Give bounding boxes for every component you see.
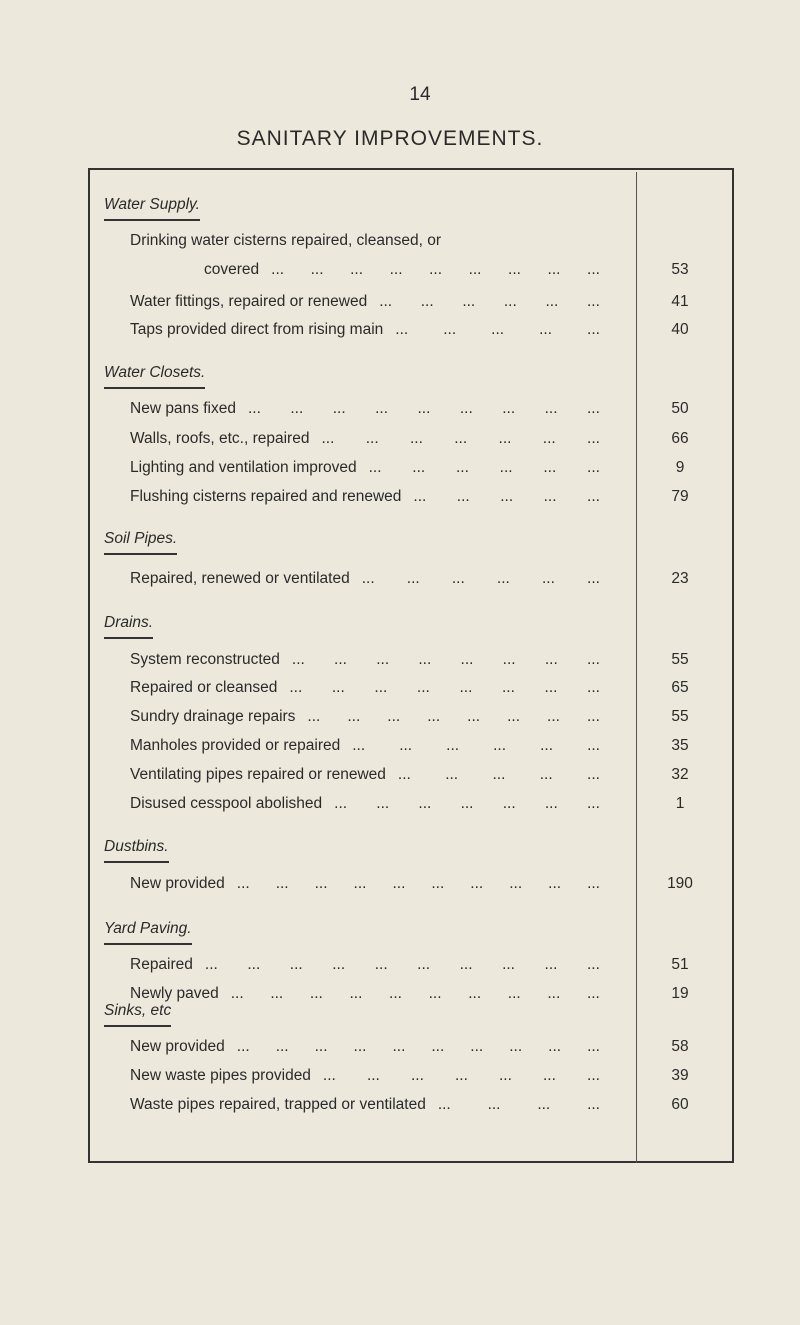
item-label: Manholes provided or repaired bbox=[130, 737, 341, 754]
item-value: 65 bbox=[671, 679, 689, 696]
page-title: SANITARY IMPROVEMENTS. bbox=[236, 127, 544, 150]
item-label: covered bbox=[204, 261, 260, 278]
item-label: Walls, roofs, etc., repaired bbox=[130, 430, 310, 447]
table-row bbox=[0, 676, 800, 700]
section-heading: Dustbins. bbox=[104, 835, 169, 863]
table-row bbox=[0, 734, 800, 758]
item-value: 41 bbox=[671, 293, 689, 310]
item-value: 39 bbox=[671, 1067, 689, 1084]
table-row bbox=[0, 953, 800, 977]
item-value: 58 bbox=[671, 1038, 689, 1055]
section-heading: Drains. bbox=[104, 611, 153, 639]
dot-leader: ... ... ... ... ... ... bbox=[379, 293, 600, 310]
table-row bbox=[0, 648, 800, 672]
item-label: Taps provided direct from rising main bbox=[130, 321, 384, 338]
table-row bbox=[0, 427, 800, 451]
table-row bbox=[0, 318, 800, 342]
dot-leader: ... ... ... ... ... ... ... ... ... ... bbox=[236, 875, 600, 892]
dot-leader: ... ... ... ... ... ... ... ... ... ... bbox=[236, 1038, 600, 1055]
item-label: Repaired bbox=[130, 956, 193, 973]
table-row bbox=[0, 397, 800, 421]
page-number: 14 bbox=[409, 84, 431, 105]
item-value: 32 bbox=[671, 766, 689, 783]
table-row bbox=[0, 872, 800, 896]
table-row bbox=[0, 1064, 800, 1088]
dot-leader: ... ... ... ... bbox=[437, 1096, 600, 1113]
dot-leader: ... ... ... ... ... ... ... ... bbox=[307, 708, 600, 725]
dot-leader: ... ... ... ... ... ... ... bbox=[334, 795, 600, 812]
item-value: 40 bbox=[671, 321, 689, 338]
item-value: 55 bbox=[671, 651, 689, 668]
item-label: Flushing cisterns repaired and renewed bbox=[130, 488, 402, 505]
dot-leader: ... ... ... ... ... bbox=[395, 321, 600, 338]
table-row bbox=[0, 1093, 800, 1117]
table-row bbox=[0, 456, 800, 480]
item-label: Waste pipes repaired, trapped or ventilated bbox=[130, 1096, 426, 1113]
dot-leader: ... ... ... ... ... ... ... ... ... ... bbox=[204, 956, 600, 973]
dot-leader: ... ... ... ... ... ... ... ... bbox=[289, 679, 600, 696]
item-value: 66 bbox=[671, 430, 689, 447]
dot-leader: ... ... ... ... ... ... ... ... ... bbox=[247, 400, 600, 417]
item-label: Lighting and ventilation improved bbox=[130, 459, 357, 476]
table-row bbox=[0, 258, 800, 282]
dot-leader: ... ... ... ... ... ... ... ... bbox=[291, 651, 600, 668]
section-heading: Yard Paving. bbox=[104, 917, 192, 945]
dot-leader: ... ... ... ... ... ... ... ... ... ... bbox=[230, 985, 600, 1002]
item-label: Repaired, renewed or ventilated bbox=[130, 570, 350, 587]
dot-leader: ... ... ... ... ... bbox=[397, 766, 600, 783]
table-row bbox=[0, 567, 800, 591]
item-label: Newly paved bbox=[130, 985, 219, 1002]
section-heading: Water Supply. bbox=[104, 193, 200, 221]
item-value: 19 bbox=[671, 985, 689, 1002]
table-row bbox=[0, 485, 800, 509]
table-row bbox=[0, 763, 800, 787]
section-heading: Soil Pipes. bbox=[104, 527, 177, 555]
item-value: 190 bbox=[667, 875, 693, 892]
item-label: Sundry drainage repairs bbox=[130, 708, 296, 725]
item-value: 50 bbox=[671, 400, 689, 417]
item-label: Ventilating pipes repaired or renewed bbox=[130, 766, 386, 783]
table-row bbox=[0, 229, 800, 253]
table-row bbox=[0, 792, 800, 816]
dot-leader: ... ... ... ... ... bbox=[413, 488, 600, 505]
item-value: 23 bbox=[671, 570, 689, 587]
item-label: New waste pipes provided bbox=[130, 1067, 311, 1084]
item-value: 51 bbox=[671, 956, 689, 973]
item-label: System reconstructed bbox=[130, 651, 280, 668]
table-row bbox=[0, 705, 800, 729]
dot-leader: ... ... ... ... ... ... ... bbox=[322, 1067, 600, 1084]
section-heading: Sinks, etc bbox=[104, 999, 171, 1027]
item-label: Disused cesspool abolished bbox=[130, 795, 323, 812]
item-value: 79 bbox=[671, 488, 689, 505]
item-label: Repaired or cleansed bbox=[130, 679, 278, 696]
table-row bbox=[0, 290, 800, 314]
item-value: 1 bbox=[675, 795, 685, 812]
item-label: New provided bbox=[130, 875, 225, 892]
dot-leader: ... ... ... ... ... ... ... bbox=[321, 430, 600, 447]
item-label: New pans fixed bbox=[130, 400, 236, 417]
item-value: 60 bbox=[671, 1096, 689, 1113]
item-value: 9 bbox=[675, 459, 685, 476]
section-heading: Water Closets. bbox=[104, 361, 205, 389]
item-label: New provided bbox=[130, 1038, 225, 1055]
dot-leader: ... ... ... ... ... ... bbox=[368, 459, 600, 476]
table-row bbox=[0, 1035, 800, 1059]
item-value: 53 bbox=[671, 261, 689, 278]
dot-leader: ... ... ... ... ... ... ... ... ... bbox=[271, 261, 600, 278]
dot-leader: ... ... ... ... ... ... bbox=[352, 737, 600, 754]
dot-leader: ... ... ... ... ... ... bbox=[361, 570, 600, 587]
item-value: 55 bbox=[671, 708, 689, 725]
item-label: Drinking water cisterns repaired, cleansed, or bbox=[130, 232, 441, 249]
item-label: Water fittings, repaired or renewed bbox=[130, 293, 368, 310]
item-value: 35 bbox=[671, 737, 689, 754]
